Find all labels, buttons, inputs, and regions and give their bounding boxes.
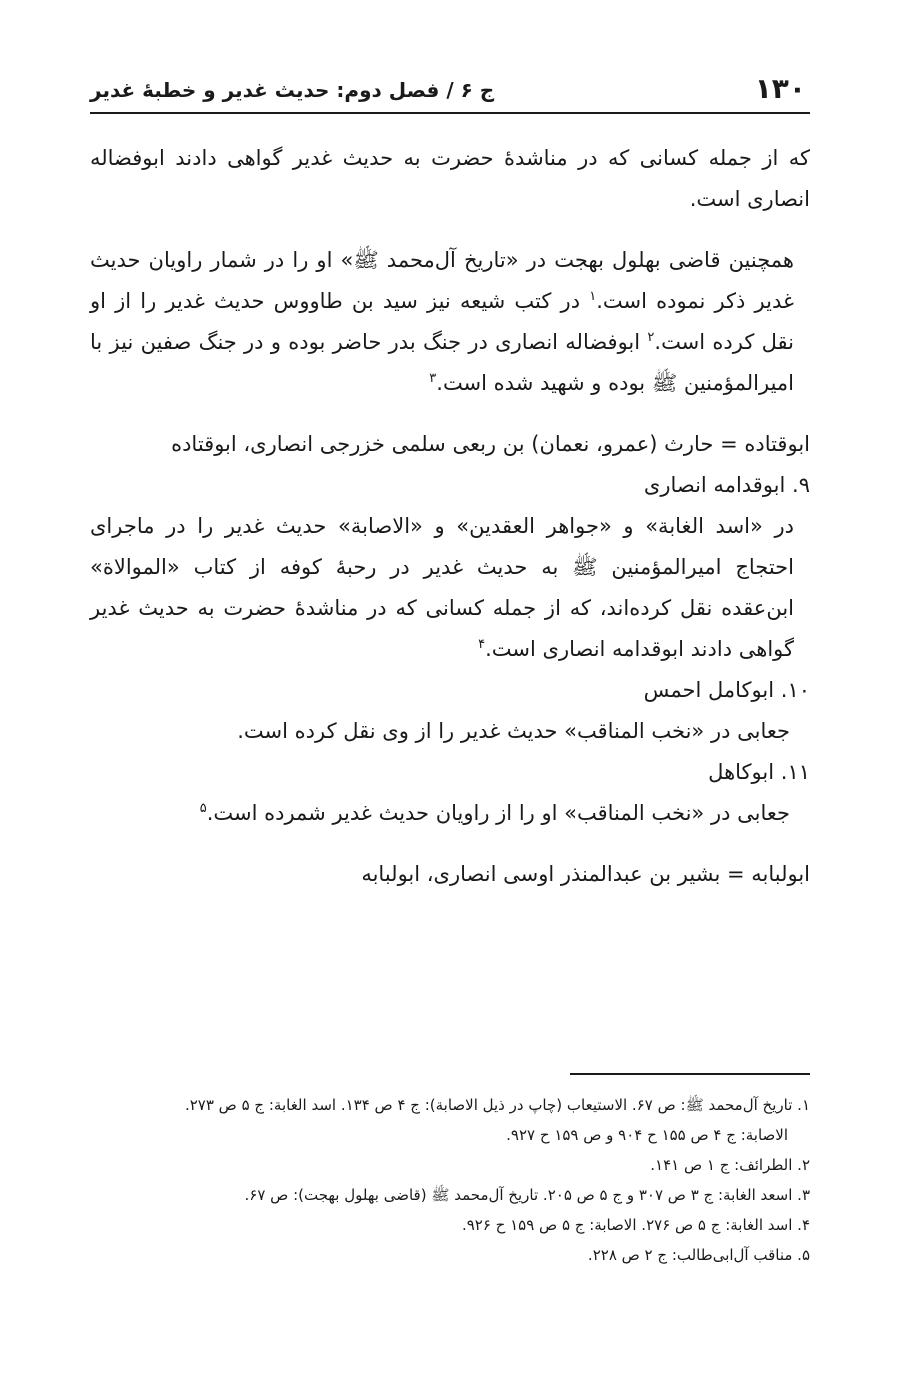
footnote-divider xyxy=(570,1073,810,1075)
paragraph-6 xyxy=(90,793,810,834)
heading-item-9: ۹. ابوقدامه انصاری xyxy=(643,473,810,497)
page-number: ۱۳۰ xyxy=(754,72,806,105)
running-title: ج ۶ / فصل دوم: حدیث غدیر و خطبهٔ غدیر xyxy=(90,78,495,102)
paragraph-2-part-a: همچنین قاضی بهلول بهجت در «تاریخ آل‌محمد ﷺ» او را در شمار راویان حدیث غدیر ذکر نموده است. xyxy=(90,248,794,313)
footnote-ref-2[interactable]: ۲ xyxy=(647,330,655,345)
paragraph-1: که از جمله کسانی که در مناشدهٔ حضرت به حدیث غدیر گواهی دادند ابوفضاله انصاری است. xyxy=(90,146,810,211)
footnote-4: ۴. اسد الغابة: ج ۵ ص ۲۷۶. الاصابة: ج ۵ ص ۱۵۹ ح ۹۲۶. xyxy=(461,1216,810,1234)
paragraph-abu-qatada: ابوقتاده = حارث (عمرو، نعمان) بن ربعی سلمی خزرجی انصاری، ابوقتاده xyxy=(171,432,810,456)
paragraph-abu-lubaba: ابولبابه = بشیر بن عبدالمنذر اوسی انصاری، ابولبابه xyxy=(361,862,810,886)
footnote-1-continued: الاصابة: ج ۴ ص ۱۵۵ ح ۹۰۴ و ص ۱۵۹ ح ۹۲۷. xyxy=(506,1126,788,1144)
paragraph-2-part-c: ابوفضاله انصاری در جنگ بدر حاضر بوده و در جنگ صفین نیز با امیرالمؤمنین ﷺ بوده و شهید شده است. xyxy=(90,330,794,395)
paragraph-5: جعابی در «نخب المناقب» حدیث غدیر را از وی نقل کرده است. xyxy=(237,719,790,743)
footnote-1: ۱. تاریخ آل‌محمد ﷺ: ص ۶۷. الاستیعاب (چاپ در ذیل الاصابة): ج ۴ ص ۱۳۴. اسد الغابة: ج ۵ ص ۲۷۳. xyxy=(184,1096,810,1114)
paragraph-4-text: در «اسد الغابة» و «جواهر العقدین» و «الاصابة» حدیث غدیر را در ماجرای احتجاج امیرالمؤمنین ﷺ به حدیث غدیر در رحبهٔ کوفه از کتاب «الموالاة» ابن‌عقده نقل کرده‌اند، که از جمله کسانی که در مناشدهٔ حضرت به حدیث غدیر گواهی دادند ابوقدامه انصاری است. xyxy=(90,514,794,661)
paragraph-2-part-b: در کتب شیعه نیز سید بن طاووس حدیث غدیر را از او نقل کرده است. xyxy=(90,289,794,354)
page-header xyxy=(90,68,810,114)
heading-item-10: ۱۰. ابوکامل احمس xyxy=(643,678,810,702)
footnote-ref-1[interactable]: ۱ xyxy=(589,289,597,304)
paragraph-2 xyxy=(90,240,810,404)
paragraph-4 xyxy=(90,506,810,670)
paragraph-6-text: جعابی در «نخب المناقب» او را از راویان حدیث غدیر شمرده است. xyxy=(206,801,790,825)
book-page xyxy=(90,0,810,1390)
footnote-ref-5[interactable]: ۵ xyxy=(199,801,207,816)
footnote-2: ۲. الطرائف: ج ۱ ص ۱۴۱. xyxy=(650,1156,810,1174)
footnotes xyxy=(90,1090,810,1270)
heading-item-11: ۱۱. ابوکاهل xyxy=(708,760,810,784)
footnote-ref-3[interactable]: ۳ xyxy=(429,371,437,386)
main-text xyxy=(90,138,810,895)
footnote-3: ۳. اسعد الغابة: ج ۳ ص ۳۰۷ و ج ۵ ص ۲۰۵. تاریخ آل‌محمد ﷺ (قاضی بهلول بهجت): ص ۶۷. xyxy=(244,1186,810,1204)
footnote-5: ۵. مناقب آل‌ابی‌طالب: ج ۲ ص ۲۲۸. xyxy=(587,1246,810,1264)
footnote-ref-4[interactable]: ۴ xyxy=(478,637,486,652)
